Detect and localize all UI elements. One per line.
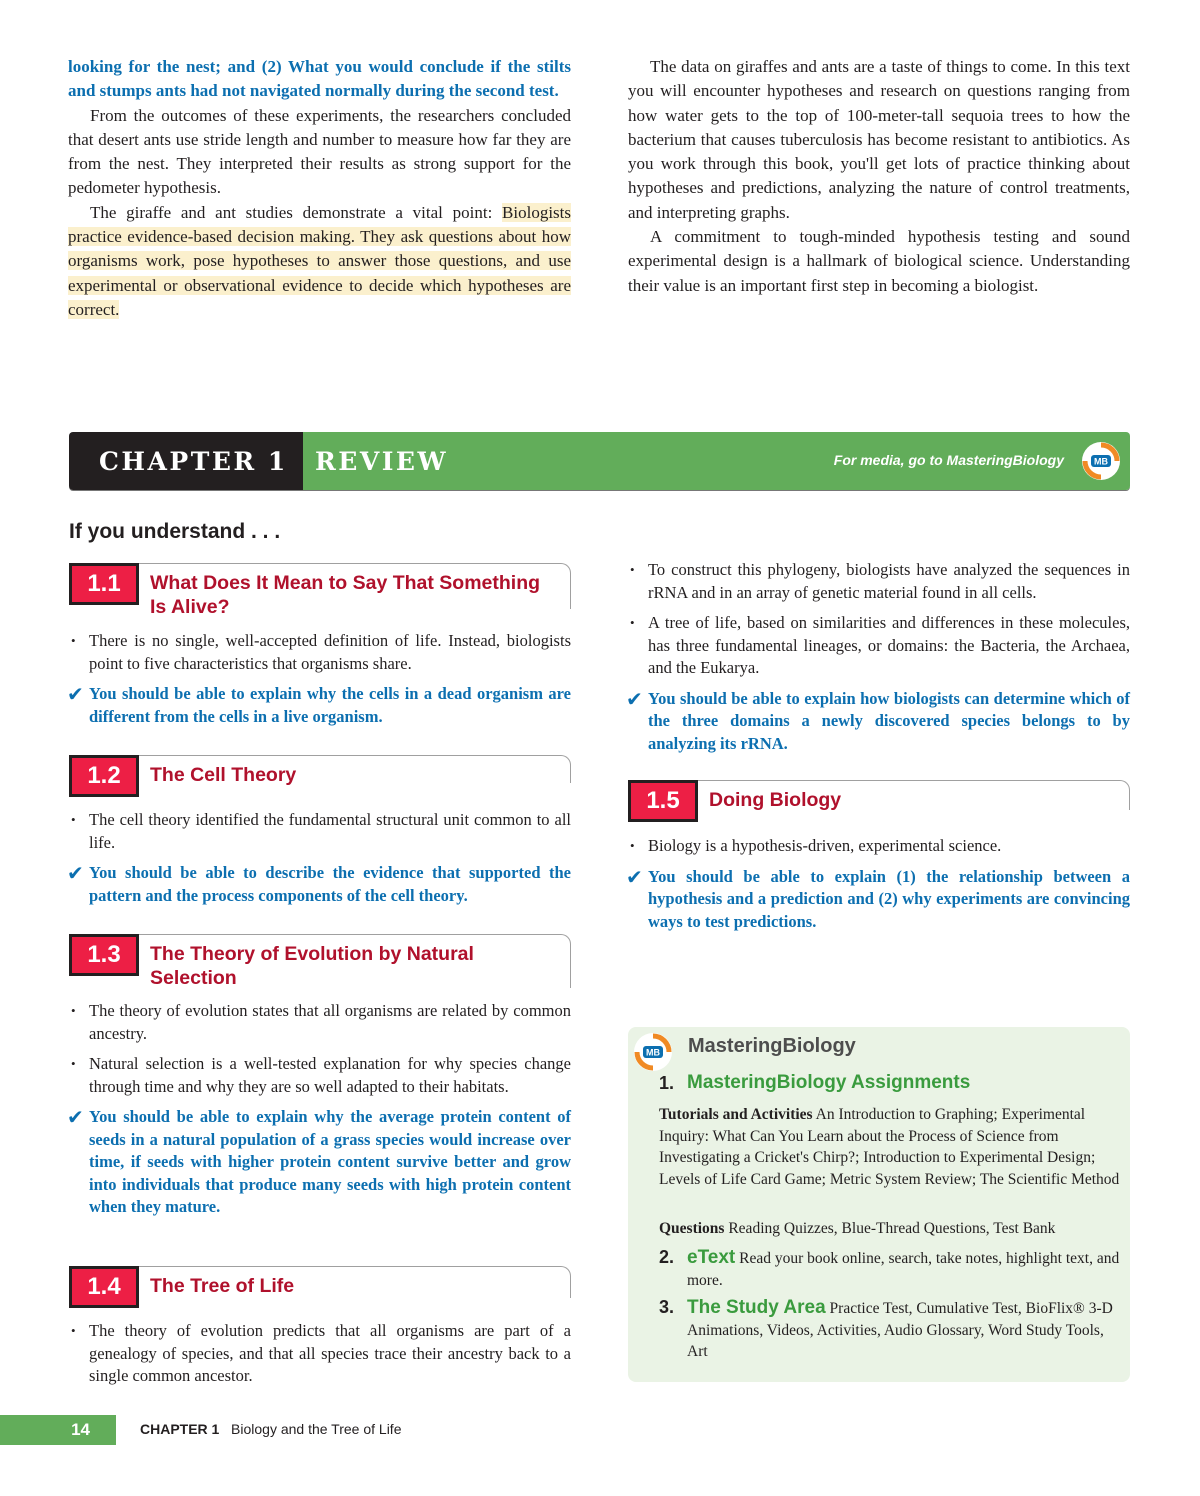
list-item: • A tree of life, based on similarities and differences in these molecules, has three fundamental lineages, or domains: the Bacteria, the Archaea, and the Eukarya.: [628, 612, 1130, 680]
list-item: • Biology is a hypothesis-driven, experimental science.: [628, 835, 1130, 858]
learning-objective: [69, 683, 571, 728]
tutorials-block: [659, 1104, 1121, 1190]
checkmark-icon: ✔: [67, 1105, 84, 1129]
tutorials-text: An Introduction to Graphing; Experimental Inquiry: What Can You Learn about the Process of Science from Investigating a Cricket's Chirp?; Introduction to Experimental Design; Levels of Life Card Game; Metric System Review; The Scientific Method: [659, 1106, 1120, 1188]
logo-text: MB: [1094, 456, 1108, 467]
top-left-column: [68, 55, 571, 322]
footer-chapter: CHAPTER 1: [140, 1421, 220, 1437]
list-item: • The theory of evolution predicts that all organisms are part of a genealogy of species, and that all species trace their ancestry back to a single common ancestor.: [69, 1320, 571, 1388]
section-1-4-body-right: [628, 559, 1130, 763]
paragraph-vital-point: [68, 201, 571, 322]
section-number: 1.4: [69, 1266, 139, 1308]
item-number: 3.: [659, 1297, 675, 1317]
objective-text: You should be able to explain why the average protein content of seeds in a natural population of a grass species would increase over time, if seeds with higher protein content survive better and grow into individuals that produce many seeds with high protein content when they mature.: [89, 1107, 571, 1216]
questions-block: [659, 1218, 1121, 1240]
learning-objective: [69, 862, 571, 907]
list-item: • Natural selection is a well-tested explanation for why species change through time and why they are so well adapted to their habitats.: [69, 1053, 571, 1098]
chapter-review-banner: [69, 432, 1130, 490]
etext-link[interactable]: eText: [687, 1247, 736, 1268]
checkmark-icon: ✔: [626, 864, 643, 889]
section-title: What Does It Mean to Say That Something Is Alive?: [150, 572, 541, 618]
list-item: • There is no single, well-accepted definition of life. Instead, biologists point to five characteristics that organisms share.: [69, 630, 571, 675]
questions-label: Questions: [659, 1220, 725, 1237]
item-number: 2.: [659, 1247, 675, 1267]
checkmark-icon: ✔: [67, 861, 84, 885]
section-title: Doing Biology: [709, 789, 842, 811]
masteringbiology-title: MasteringBiology: [688, 1035, 856, 1057]
footer-title: Biology and the Tree of Life: [231, 1421, 402, 1437]
top-right-column: [628, 55, 1130, 298]
masteringbiology-logo-icon[interactable]: [632, 1031, 674, 1073]
study-area-item: [659, 1297, 1121, 1363]
masteringbiology-box: [628, 1027, 1130, 1382]
section-title: The Cell Theory: [150, 764, 297, 786]
if-you-understand-heading: If you understand . . .: [69, 520, 281, 543]
item-number: 1.: [659, 1073, 675, 1093]
paragraph-commitment: A commitment to tough-minded hypothesis testing and sound experimental design is a hallmark of biological science. Understanding their value is an important first step in becoming a biologist.: [628, 227, 1130, 295]
questions-text: Reading Quizzes, Blue-Thread Questions, Test Bank: [728, 1220, 1056, 1237]
section-1-1-body: [69, 630, 571, 736]
objective-text: You should be able to explain why the cells in a dead organism are different from the cells in a live organism.: [89, 684, 571, 726]
vital-point-lead: The giraffe and ant studies demonstrate a vital point:: [90, 202, 503, 222]
section-number: 1.3: [69, 934, 139, 976]
question-continuation: looking for the nest; and (2) What you would conclude if the stilts and stumps ants had not navigated normally during the second test.: [68, 57, 571, 101]
list-item: • The theory of evolution states that all organisms are related by common ancestry.: [69, 1000, 571, 1045]
media-link[interactable]: For media, go to MasteringBiology: [833, 452, 1064, 468]
objective-text: You should be able to explain how biologists can determine which of the three domains a newly discovered species belongs to by analyzing its rRNA.: [648, 688, 1130, 753]
section-title: The Tree of Life: [150, 1275, 295, 1297]
study-area-link[interactable]: The Study Area: [687, 1297, 826, 1318]
masteringbiology-logo-icon[interactable]: [1080, 440, 1122, 482]
tutorials-label: Tutorials and Activities: [659, 1106, 813, 1123]
banner-review-label: REVIEW: [315, 446, 449, 476]
paragraph-taste-of-things: The data on giraffes and ants are a taste of things to come. In this text you will encounter hypotheses and research on questions ranging from how water gets to the top of 100-meter-tall sequoia trees to how the bacterium that causes tuberculosis has become resistant to antibiotics. As you work through this book, you'll get lots of practice thinking about hypotheses and predictions, analyzing the nature of control treatments, and interpreting graphs.: [628, 57, 1130, 222]
section-title: The Theory of Evolution by Natural Selection: [150, 943, 474, 989]
checkmark-icon: ✔: [626, 686, 643, 711]
highlighted-key-point: Biologists practice evidence-based decision making. They ask questions about how organisms work, pose hypotheses to answer those questions, and use experimental or observational evidence to decide which hypotheses are correct.: [68, 202, 571, 319]
section-1-3-body: [69, 1000, 571, 1227]
section-1-4-body-left: [69, 1320, 571, 1396]
section-1-2-body: [69, 809, 571, 915]
page-number: 14: [0, 1415, 116, 1445]
list-item: • To construct this phylogeny, biologists have analyzed the sequences in rRNA and in an array of genetic material found in all cells.: [628, 559, 1130, 604]
paragraph-conclusion: From the outcomes of these experiments, the researchers concluded that desert ants use stride length and number to measure how far they are from the nest. They interpreted their results as strong support for the pedometer hypothesis.: [68, 105, 571, 198]
logo-text: MB: [646, 1047, 660, 1058]
section-number: 1.5: [628, 780, 698, 822]
section-1-3-header: [69, 934, 571, 988]
running-footer: [140, 1421, 401, 1437]
section-1-5-body: [628, 835, 1130, 941]
checkmark-icon: ✔: [67, 682, 84, 706]
list-item: • The cell theory identified the fundamental structural unit common to all life.: [69, 809, 571, 854]
section-1-1-header: [69, 563, 571, 618]
etext-item: [659, 1247, 1121, 1291]
section-number: 1.2: [69, 755, 139, 797]
section-1-4-header: [69, 1266, 571, 1310]
learning-objective: [628, 866, 1130, 934]
learning-objective: [628, 688, 1130, 756]
objective-text: You should be able to describe the evidence that supported the pattern and the process components of the cell theory.: [89, 863, 571, 905]
section-1-2-header: [69, 755, 571, 799]
banner-chapter-label: CHAPTER 1: [69, 432, 303, 490]
banner-review-area: [303, 432, 1130, 490]
assignments-link[interactable]: MasteringBiology Assignments: [687, 1072, 971, 1093]
learning-objective: [69, 1106, 571, 1219]
etext-description: Read your book online, search, take notes, highlight text, and more.: [687, 1250, 1120, 1289]
section-number: 1.1: [69, 563, 139, 605]
study-area-description: Practice Test, Cumulative Test, BioFlix® 3-D Animations, Videos, Activities, Audio Glossary, Word Study Tools, Art: [687, 1300, 1113, 1360]
objective-text: You should be able to explain (1) the relationship between a hypothesis and a prediction and (2) why experiments are convincing ways to test predictions.: [648, 866, 1130, 931]
section-1-5-header: [628, 780, 1130, 824]
